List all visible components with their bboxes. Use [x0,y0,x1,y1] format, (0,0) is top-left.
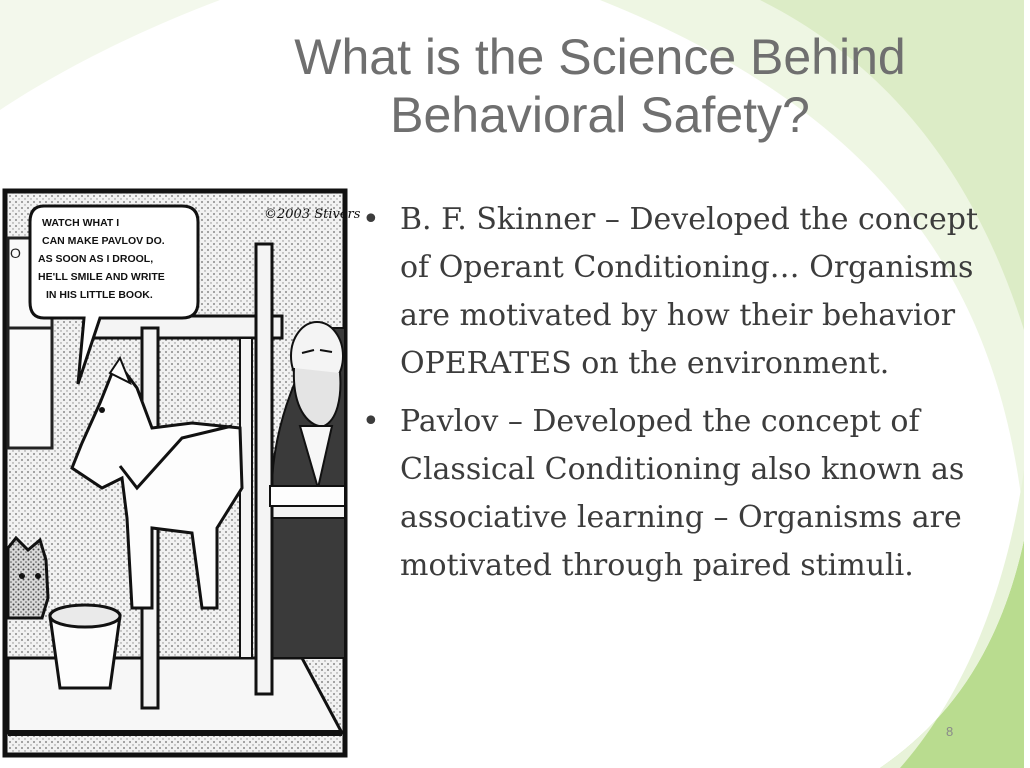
cat [8,538,48,618]
artist-signature: ©2003 Stivers [264,207,361,222]
bullet-dot: • [362,202,380,237]
bullet-text: Pavlov – Developed the concept of Classical Conditioning also known as associative learning – Organisms are motivated through paired stimuli. [400,404,965,583]
speech-line-3: AS SOON AS I DROOL, [38,253,154,265]
water-bucket [50,605,120,688]
slide-title-line-1: What is the Science Behind [294,29,906,85]
slide-title-line-2: Behavioral Safety? [390,87,810,143]
speech-line-5: IN HIS LITTLE BOOK. [46,289,153,301]
page-number: 8 [946,724,954,739]
little-book [270,486,345,506]
bullet-text: B. F. Skinner – Developed the concept of Operant Conditioning… Organisms are motivated by how their behavior OPERATES on the environment. [400,202,978,381]
speech-line-4: HE'LL SMILE AND WRITE [38,271,165,283]
speech-line-1: WATCH WHAT I [42,217,120,229]
svg-text:O: O [10,245,21,261]
pavlov-cartoon [2,188,361,758]
bullet-item [360,196,980,388]
bullet-item [360,398,980,590]
bullet-list [360,196,980,600]
slide-title [170,28,1030,144]
bullet-dot: • [362,404,380,439]
speech-line-2: CAN MAKE PAVLOV DO. [42,235,165,247]
